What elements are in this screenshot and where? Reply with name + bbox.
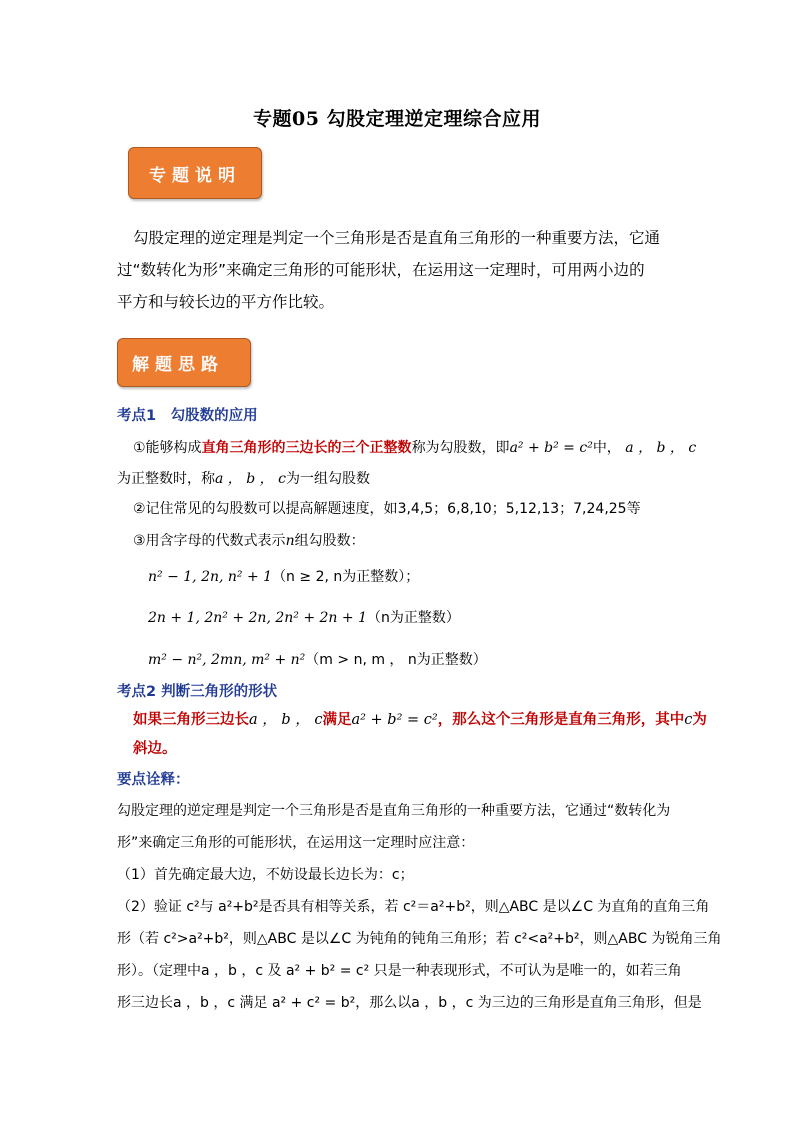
- p2-mid: 满足: [322, 712, 352, 728]
- point1-item3: [133, 530, 365, 550]
- formula1-cond: （n ≥ 2, n为正整数）；: [272, 569, 420, 585]
- formula3-expr: m² − n², 2mn, m² + n²: [148, 652, 306, 668]
- item1-post: 称为勾股数，即: [411, 440, 510, 456]
- item2-nums: 3,4,5；6,8,10；5,12,13；7,24,25: [397, 501, 627, 517]
- notes-line-4: （2）验证 c²与 a²+b²是否具有相等关系，若 c²＝a²+b²，则△ABC 是以∠C 为直角的直角三角: [117, 899, 710, 915]
- formula-3: [148, 649, 487, 669]
- item3-pre: ③用含字母的代数式表示: [133, 533, 286, 549]
- notes-line-7: 形三边长a ，b ，c 满足 a² + c² = b²，那么以a ，b ，c 为三边的三角形是直角三角形，但是: [117, 995, 702, 1011]
- point1-heading: 考点1 勾股数的应用: [117, 408, 258, 424]
- item1b-post: 为一组勾股数: [285, 471, 370, 487]
- formula1-expr: n² − 1, 2n, n² + 1: [148, 569, 273, 585]
- intro-line-2: 过“数转化为形”来确定三角形的可能形状，在运用这一定理时，可用两小边的: [117, 261, 645, 279]
- notes-line-5: 形（若 c²>a²+b²，则△ABC 是以∠C 为钝角的钝角三角形；若 c²<a²+b²，则△ABC 为锐角三角: [117, 931, 722, 947]
- item3-post: 组勾股数：: [294, 533, 365, 549]
- notes-line-2: 形”来确定三角形的可能形状，在运用这一定理时应注意：: [117, 835, 475, 851]
- point1-item1: [133, 437, 696, 457]
- item1-formula: a² + b² = c²: [509, 440, 593, 456]
- topic-intro-badge: 专题说明: [128, 147, 262, 199]
- item1b-pre: 为正整数时，称: [117, 471, 215, 487]
- item1-pre: ①能够构成: [133, 440, 202, 456]
- method-badge: 解题思路: [117, 338, 251, 387]
- p2-var: c: [684, 712, 693, 728]
- formula2-expr: 2n + 1, 2n² + 2n, 2n² + 2n + 1: [148, 610, 367, 626]
- formula-1: [148, 566, 419, 586]
- page-title: 专题05 勾股定理逆定理综合应用: [252, 108, 542, 130]
- item1b-vars: a ， b ， c: [215, 471, 286, 487]
- notes-line-1: 勾股定理的逆定理是判定一个三角形是否是直角三角形的一种重要方法，它通过“数转化为: [117, 803, 671, 819]
- item3-var: n: [285, 533, 295, 549]
- notes-line-6: 形）。（定理中a ，b ，c 及 a² + b² = c² 只是一种表现形式，不可认为是唯一的，如若三角: [117, 963, 682, 979]
- point2-line2: 斜边。: [133, 741, 177, 757]
- p2-post: ，那么这个三角形是直角三角形，其中: [437, 712, 685, 728]
- item2-post: 等: [626, 501, 641, 517]
- point2-line1: [133, 708, 707, 729]
- item1-highlight: 直角三角形的三边长的三个正整数: [201, 440, 412, 456]
- intro-line-1: 勾股定理的逆定理是判定一个三角形是否是直角三角形的一种重要方法，它通: [133, 229, 661, 247]
- p2-pre: 如果三角形三边长: [133, 712, 249, 728]
- item1-vars: a ， b ， c: [625, 440, 697, 456]
- formula-2: [148, 607, 460, 627]
- point2-heading: 考点2 判断三角形的形状: [117, 684, 278, 700]
- notes-heading: 要点诠释：: [117, 772, 190, 788]
- item1-tail: 中，: [592, 440, 621, 456]
- point1-item1b: [117, 468, 370, 488]
- notes-line-3: （1）首先确定最大边，不妨设最长边长为：c；: [117, 867, 414, 883]
- formula3-cond: （m > n, m ， n为正整数）: [305, 652, 487, 668]
- point1-item2: [133, 498, 641, 518]
- intro-line-3: 平方和与较长边的平方作比较。: [117, 293, 335, 311]
- formula2-cond: （n为正整数）: [366, 610, 460, 626]
- item2-pre: ②记住常见的勾股数可以提高解题速度，如: [133, 501, 398, 517]
- p2-end: 为: [692, 712, 707, 728]
- p2-formula: a² + b² = c²: [351, 712, 438, 728]
- p2-vars: a ， b ， c: [249, 712, 323, 728]
